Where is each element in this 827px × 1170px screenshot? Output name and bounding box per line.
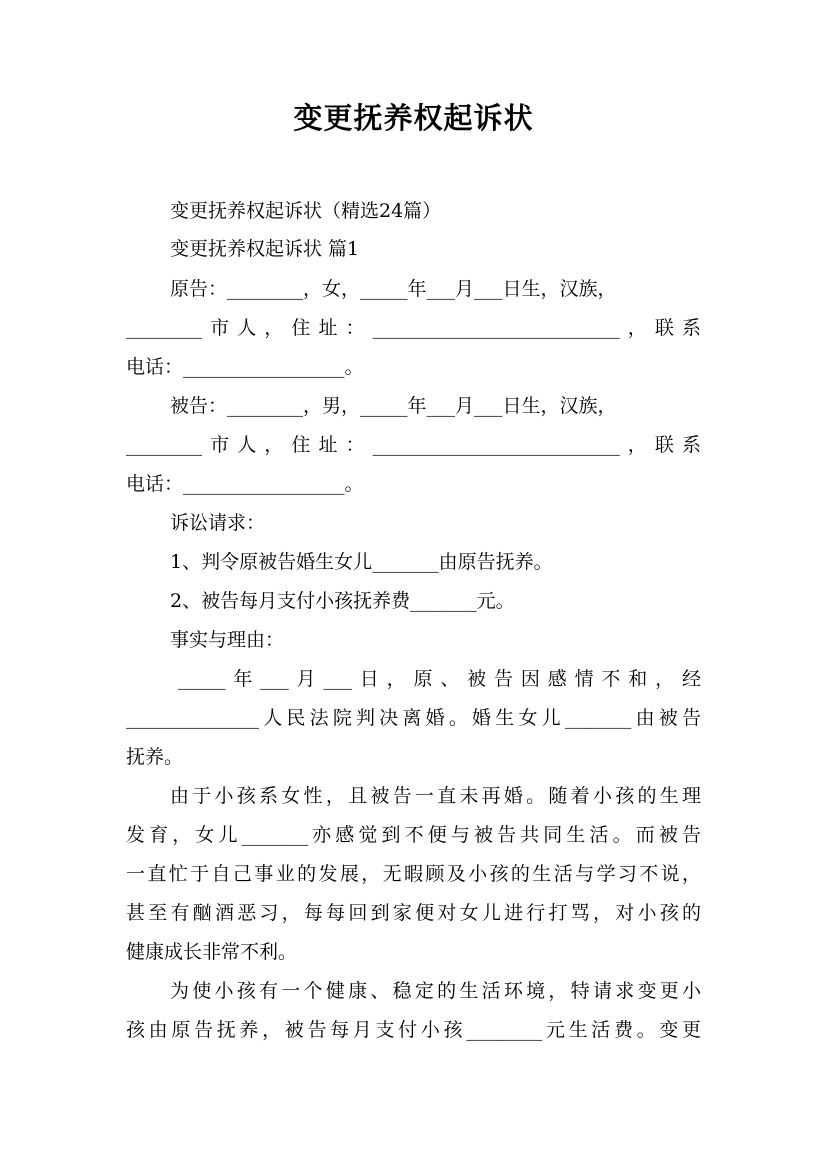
defendant-line-1: 被告：________，男，_____年___月___日生，汉族， — [170, 395, 617, 417]
facts-paragraph-2-line-3: 一直忙于自己事业的发展，无暇顾及小孩的生活与学习不说， — [126, 863, 701, 885]
plaintiff-line-3: 电话：_________________。 — [126, 356, 364, 378]
facts-paragraph-3-line-2: 孩由原告抚养，被告每月支付小孩________元生活费。变更 — [126, 1019, 701, 1041]
facts-paragraph-1-line-1: _____年___月___日，原、被告因感情不和，经 — [178, 668, 701, 690]
plaintiff-line-1: 原告：________，女，_____年___月___日生，汉族， — [170, 278, 617, 300]
facts-paragraph-2-line-2: 发育，女儿_______亦感觉到不便与被告共同生活。而被告 — [126, 824, 701, 846]
facts-paragraph-2-line-4: 甚至有酗酒恶习，每每回到家便对女儿进行打骂，对小孩的 — [126, 902, 701, 924]
facts-paragraph-1-line-3: 抚养。 — [126, 746, 184, 768]
defendant-line-3: 电话：_________________。 — [126, 473, 364, 495]
facts-paragraph-2-line-1: 由于小孩系女性，且被告一直未再婚。随着小孩的生理 — [170, 785, 701, 807]
defendant-line-2: ________市人，住址：__________________________，联系 — [126, 434, 701, 456]
facts-paragraph-2-line-5: 健康成长非常不利。 — [126, 941, 298, 963]
document-subtitle: 变更抚养权起诉状（精选24篇） — [170, 200, 442, 222]
facts-paragraph-1-line-2: ______________人民法院判决离婚。婚生女儿_______由被告 — [126, 707, 701, 729]
facts-heading: 事实与理由： — [170, 629, 285, 651]
claim-item-2: 2、被告每月支付小孩抚养费_______元。 — [170, 590, 515, 612]
document-title: 变更抚养权起诉状 — [293, 101, 534, 135]
plaintiff-line-2: ________市人，住址：__________________________，联系 — [126, 317, 701, 339]
section-heading: 变更抚养权起诉状 篇1 — [170, 238, 360, 260]
claims-heading: 诉讼请求： — [170, 512, 266, 534]
claim-item-1: 1、判令原被告婚生女儿_______由原告抚养。 — [170, 551, 553, 573]
facts-paragraph-3-line-1: 为使小孩有一个健康、稳定的生活环境，特请求变更小 — [170, 980, 701, 1002]
